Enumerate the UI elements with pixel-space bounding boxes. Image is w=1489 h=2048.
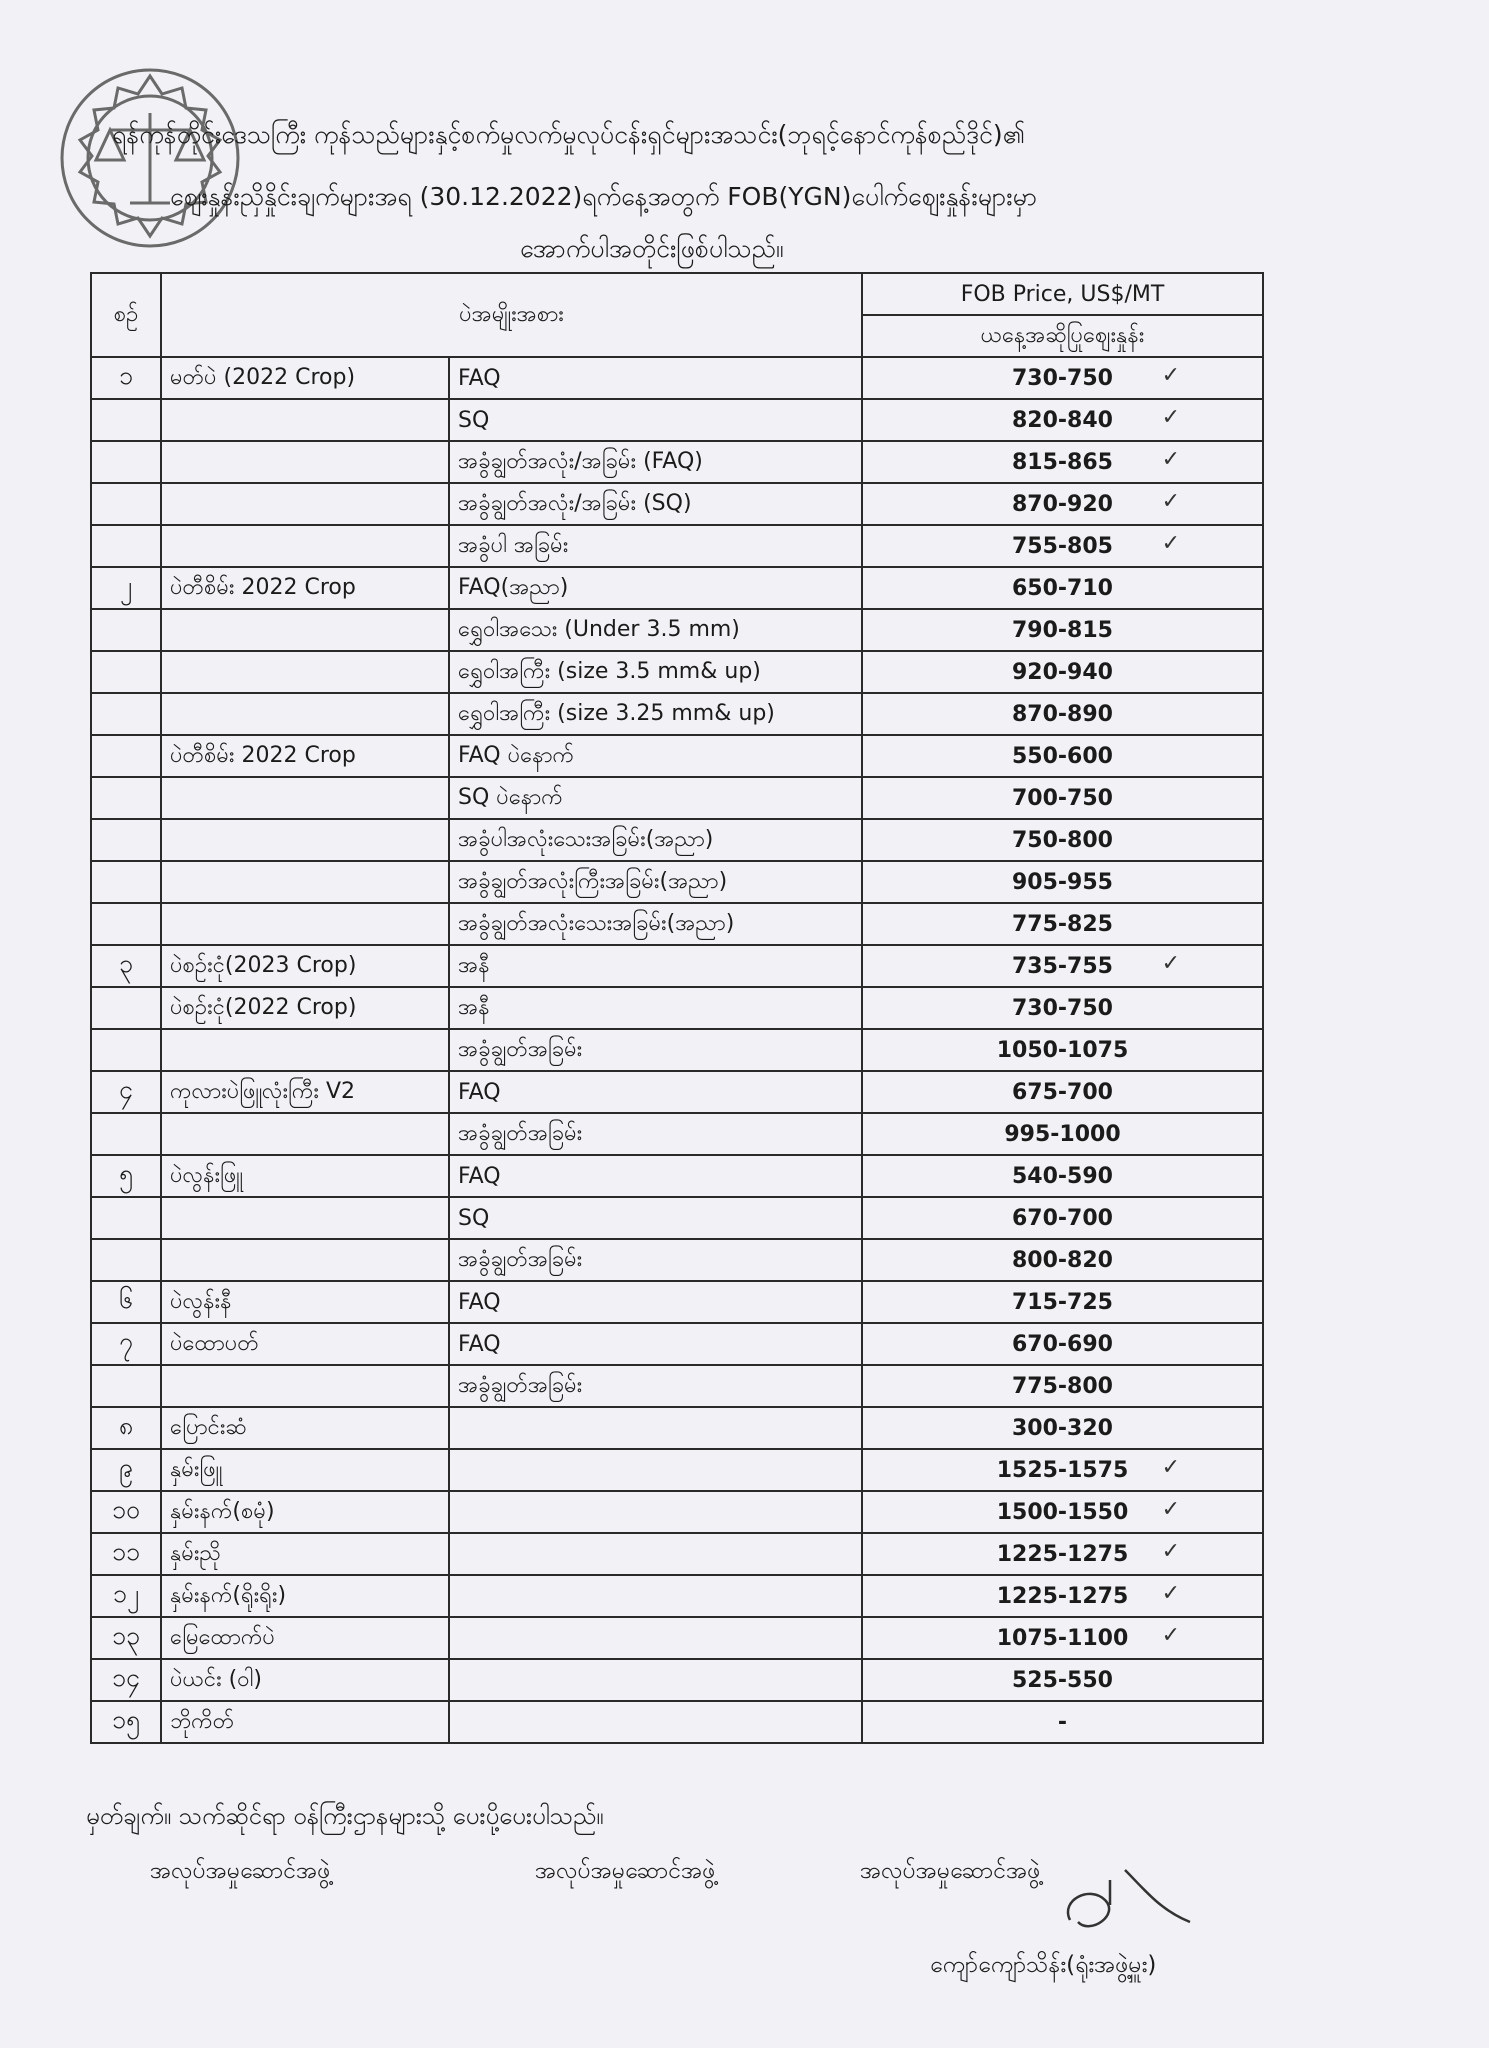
price-value: 750-800 [1012,827,1113,853]
fob-price [862,567,1263,609]
check-mark-icon: ✓ [1161,1497,1180,1522]
fob-price [862,1197,1263,1239]
commodity-grade: FAQ [449,1155,862,1197]
fob-price [862,735,1263,777]
check-mark-icon: ✓ [1161,363,1180,388]
commodity-grade: FAQ [449,1071,862,1113]
row-number [91,399,161,441]
row-number [91,1029,161,1071]
price-value: 820-840 [1012,407,1113,433]
table-row [91,1239,1263,1281]
commodity-grade: အခွံချွတ်အခြမ်း [449,1365,862,1407]
row-number: ၉ [91,1449,161,1491]
price-value: 650-710 [1012,575,1113,601]
commodity-grade [449,1701,862,1743]
table-row [91,903,1263,945]
price-value: 300-320 [1012,1415,1113,1441]
price-value: 670-700 [1012,1205,1113,1231]
price-value: 730-750 [1012,365,1113,391]
table-row [91,1617,1263,1659]
check-mark-icon: ✓ [1161,489,1180,514]
fob-price [862,1071,1263,1113]
commodity-grade: အခွံချွတ်အခြမ်း [449,1029,862,1071]
table-row [91,357,1263,399]
price-value: 735-755 [1012,953,1113,979]
price-value: 870-890 [1012,701,1113,727]
table-row [91,525,1263,567]
fob-price [862,1491,1263,1533]
handwritten-signature [1050,1850,1200,1950]
fob-price [862,1449,1263,1491]
row-number: ၃ [91,945,161,987]
table-row [91,399,1263,441]
commodity-grade: အခွံပါအလုံးသေးအခြမ်း(အညာ) [449,819,862,861]
commodity-name: ပဲယင်း (ဝါ) [161,1659,449,1701]
table-row [91,1701,1263,1743]
table-row [91,1365,1263,1407]
check-mark-icon: ✓ [1161,1581,1180,1606]
price-table [90,272,1264,1744]
commodity-name [161,609,449,651]
row-number [91,693,161,735]
row-number [91,735,161,777]
signatory-label-2: အလုပ်အမှုဆောင်အဖွဲ့ [535,1858,716,1884]
table-row [91,1407,1263,1449]
row-number: ၇ [91,1323,161,1365]
fob-price [862,693,1263,735]
fob-price [862,1659,1263,1701]
commodity-name [161,651,449,693]
table-row [91,1281,1263,1323]
fob-price [862,819,1263,861]
check-mark-icon: ✓ [1161,1455,1180,1480]
fob-price [862,1323,1263,1365]
commodity-name: ပဲလွန်းနီ [161,1281,449,1323]
table-row [91,1449,1263,1491]
fob-price [862,1533,1263,1575]
table-row [91,441,1263,483]
row-number: ၄ [91,1071,161,1113]
col-header-type: ပဲအမျိုးအစား [161,273,862,357]
table-row [91,777,1263,819]
table-row [91,861,1263,903]
price-value: 1075-1100 [996,1625,1129,1651]
table-row [91,651,1263,693]
commodity-grade [449,1491,862,1533]
fob-price [862,987,1263,1029]
table-row [91,1659,1263,1701]
table-row [91,1029,1263,1071]
fob-price [862,1113,1263,1155]
commodity-grade: SQ ပဲနောက် [449,777,862,819]
fob-price [862,861,1263,903]
price-value: 1050-1075 [996,1037,1129,1063]
commodity-grade: အခွံချွတ်အလုံး/အခြမ်း (FAQ) [449,441,862,483]
row-number: ၈ [91,1407,161,1449]
commodity-name [161,1197,449,1239]
commodity-name: ကုလားပဲဖြူလုံးကြီး V2 [161,1071,449,1113]
row-number [91,777,161,819]
commodity-name: ပဲထောပတ် [161,1323,449,1365]
commodity-name: ဘိုကိတ် [161,1701,449,1743]
commodity-name: ပဲတီစိမ်း 2022 Crop [161,735,449,777]
col-header-no: စဉ် [91,273,161,357]
table-row [91,735,1263,777]
row-number: ၁၃ [91,1617,161,1659]
table-row [91,1491,1263,1533]
commodity-name [161,1365,449,1407]
table-row [91,1323,1263,1365]
fob-price [862,483,1263,525]
commodity-grade: အခွံချွတ်အခြမ်း [449,1239,862,1281]
price-value: 755-805 [1012,533,1113,559]
table-row [91,987,1263,1029]
fob-price [862,1239,1263,1281]
table-row [91,567,1263,609]
fob-price [862,1281,1263,1323]
table-row [91,609,1263,651]
commodity-name: နှမ်းညို [161,1533,449,1575]
row-number: ၁၁ [91,1533,161,1575]
price-value: 870-920 [1012,491,1113,517]
price-value: 1225-1275 [996,1541,1129,1567]
signatory-label-1: အလုပ်အမှုဆောင်အဖွဲ့ [150,1858,331,1884]
price-value: 800-820 [1012,1247,1113,1273]
commodity-grade: အခွံချွတ်အလုံးကြီးအခြမ်း(အညာ) [449,861,862,903]
commodity-name [161,693,449,735]
commodity-name: နှမ်းနက်(ရိုးရိုး) [161,1575,449,1617]
row-number [91,987,161,1029]
commodity-name [161,441,449,483]
commodity-grade [449,1659,862,1701]
row-number: ၁၀ [91,1491,161,1533]
row-number: ၆ [91,1281,161,1323]
footer-note: မှတ်ချက်။ သက်ဆိုင်ရာ ဝန်ကြီးဌာနများသို့ ပေးပို့ပေးပါသည်။ [86,1802,604,1830]
row-number: ၁၂ [91,1575,161,1617]
commodity-grade: FAQ [449,1323,862,1365]
table-row [91,819,1263,861]
price-value: 715-725 [1012,1289,1113,1315]
commodity-name [161,399,449,441]
fob-price [862,1575,1263,1617]
fob-price [862,777,1263,819]
commodity-grade: FAQ ပဲနောက် [449,735,862,777]
table-row [91,945,1263,987]
price-value: 1225-1275 [996,1583,1129,1609]
price-value: 790-815 [1012,617,1113,643]
commodity-grade: အခွံချွတ်အလုံးသေးအခြမ်း(အညာ) [449,903,862,945]
table-row [91,1197,1263,1239]
price-value: 905-955 [1012,869,1113,895]
price-value: 1500-1550 [996,1499,1129,1525]
table-row [91,693,1263,735]
commodity-grade [449,1575,862,1617]
fob-price [862,903,1263,945]
row-number [91,861,161,903]
check-mark-icon: ✓ [1161,531,1180,556]
table-row [91,1575,1263,1617]
commodity-grade: SQ [449,1197,862,1239]
commodity-grade [449,1533,862,1575]
row-number [91,1113,161,1155]
row-number [91,1365,161,1407]
fob-price [862,357,1263,399]
table-row [91,1071,1263,1113]
header-line-3: အောက်ပါအတိုင်းဖြစ်ပါသည်။ [520,234,784,263]
fob-price [862,1365,1263,1407]
commodity-grade: FAQ [449,357,862,399]
price-value: 550-600 [1012,743,1113,769]
fob-price [862,399,1263,441]
commodity-grade: ရွှေဝါအကြီး (size 3.5 mm& up) [449,651,862,693]
price-value: 525-550 [1012,1667,1113,1693]
row-number [91,525,161,567]
col-header-price: FOB Price, US$/MT [862,273,1263,315]
commodity-name [161,1239,449,1281]
row-number [91,609,161,651]
fob-price [862,525,1263,567]
commodity-grade [449,1449,862,1491]
signer-name: ကျော်ကျော်သိန်း(ရုံးအဖွဲ့မှူး) [930,1952,1157,1978]
commodity-name: မတ်ပဲ (2022 Crop) [161,357,449,399]
price-value: 730-750 [1012,995,1113,1021]
table-row [91,483,1263,525]
fob-price [862,1617,1263,1659]
price-value: 920-940 [1012,659,1113,685]
row-number: ၂ [91,567,161,609]
row-number [91,483,161,525]
commodity-grade [449,1617,862,1659]
check-mark-icon: ✓ [1161,1539,1180,1564]
commodity-name: ပြောင်းဆံ [161,1407,449,1449]
price-value: 775-825 [1012,911,1113,937]
commodity-name [161,903,449,945]
commodity-grade: SQ [449,399,862,441]
header-line-1: ရန်ကုန်တိုင်းဒေသကြီး ကုန်သည်များနှင့်စက်မှုလက်မှုလုပ်ငန်းရှင်များအသင်း(ဘုရင့်နောင်ကုန်စည်ဒိုင်)၏ [112,120,1025,149]
check-mark-icon: ✓ [1161,447,1180,472]
check-mark-icon: ✓ [1161,405,1180,430]
commodity-grade [449,1407,862,1449]
commodity-name [161,483,449,525]
price-value: 670-690 [1012,1331,1113,1357]
commodity-grade: ရွှေဝါအကြီး (size 3.25 mm& up) [449,693,862,735]
commodity-grade: အနီ [449,945,862,987]
price-value: 775-800 [1012,1373,1113,1399]
signatory-label-3: အလုပ်အမှုဆောင်အဖွဲ့ [860,1858,1041,1884]
commodity-name [161,819,449,861]
commodity-name: ပဲလွန်းဖြူ [161,1155,449,1197]
price-value: - [1057,1709,1068,1735]
fob-price [862,441,1263,483]
table-row [91,1533,1263,1575]
commodity-grade: အခွံချွတ်အခြမ်း [449,1113,862,1155]
row-number [91,903,161,945]
table-row [91,1155,1263,1197]
price-value: 815-865 [1012,449,1113,475]
commodity-name [161,1029,449,1071]
fob-price [862,1407,1263,1449]
table-row [91,1113,1263,1155]
commodity-grade: အနီ [449,987,862,1029]
row-number [91,441,161,483]
commodity-name [161,861,449,903]
row-number: ၁၄ [91,1659,161,1701]
price-value: 700-750 [1012,785,1113,811]
commodity-grade: အခွံချွတ်အလုံး/အခြမ်း (SQ) [449,483,862,525]
row-number [91,651,161,693]
row-number [91,1239,161,1281]
price-value: 1525-1575 [996,1457,1129,1483]
commodity-name [161,1113,449,1155]
commodity-grade: ရွှေဝါအသေး (Under 3.5 mm) [449,609,862,651]
commodity-name [161,777,449,819]
commodity-grade: FAQ [449,1281,862,1323]
commodity-grade: အခွံပါ အခြမ်း [449,525,862,567]
row-number: ၁၅ [91,1701,161,1743]
row-number: ၅ [91,1155,161,1197]
check-mark-icon: ✓ [1161,951,1180,976]
col-header-price-sub: ယနေ့အဆိုပြုဈေးနှုန်း [862,315,1263,357]
commodity-name: နှမ်းနက်(စမုံ) [161,1491,449,1533]
commodity-name [161,525,449,567]
commodity-name: ပဲစဉ်းငုံ(2022 Crop) [161,987,449,1029]
price-rows [91,357,1263,1743]
price-value: 540-590 [1012,1163,1113,1189]
commodity-name: မြေထောက်ပဲ [161,1617,449,1659]
commodity-name: ပဲစဉ်းငုံ(2023 Crop) [161,945,449,987]
row-number: ၁ [91,357,161,399]
fob-price [862,609,1263,651]
header-line-2: ဈေးနှုန်းညှိနှိုင်းချက်များအရ (30.12.2022)ရက်နေ့အတွက် FOB(YGN)ပေါက်ဈေးနှုန်းများမှာ [170,182,1038,211]
check-mark-icon: ✓ [1161,1623,1180,1648]
row-number [91,1197,161,1239]
fob-price [862,651,1263,693]
fob-price [862,1155,1263,1197]
fob-price [862,1701,1263,1743]
commodity-name: ပဲတီစိမ်း 2022 Crop [161,567,449,609]
price-value: 995-1000 [1004,1121,1121,1147]
commodity-grade: FAQ(အညာ) [449,567,862,609]
fob-price [862,945,1263,987]
commodity-name: နှမ်းဖြူ [161,1449,449,1491]
fob-price [862,1029,1263,1071]
row-number [91,819,161,861]
price-value: 675-700 [1012,1079,1113,1105]
